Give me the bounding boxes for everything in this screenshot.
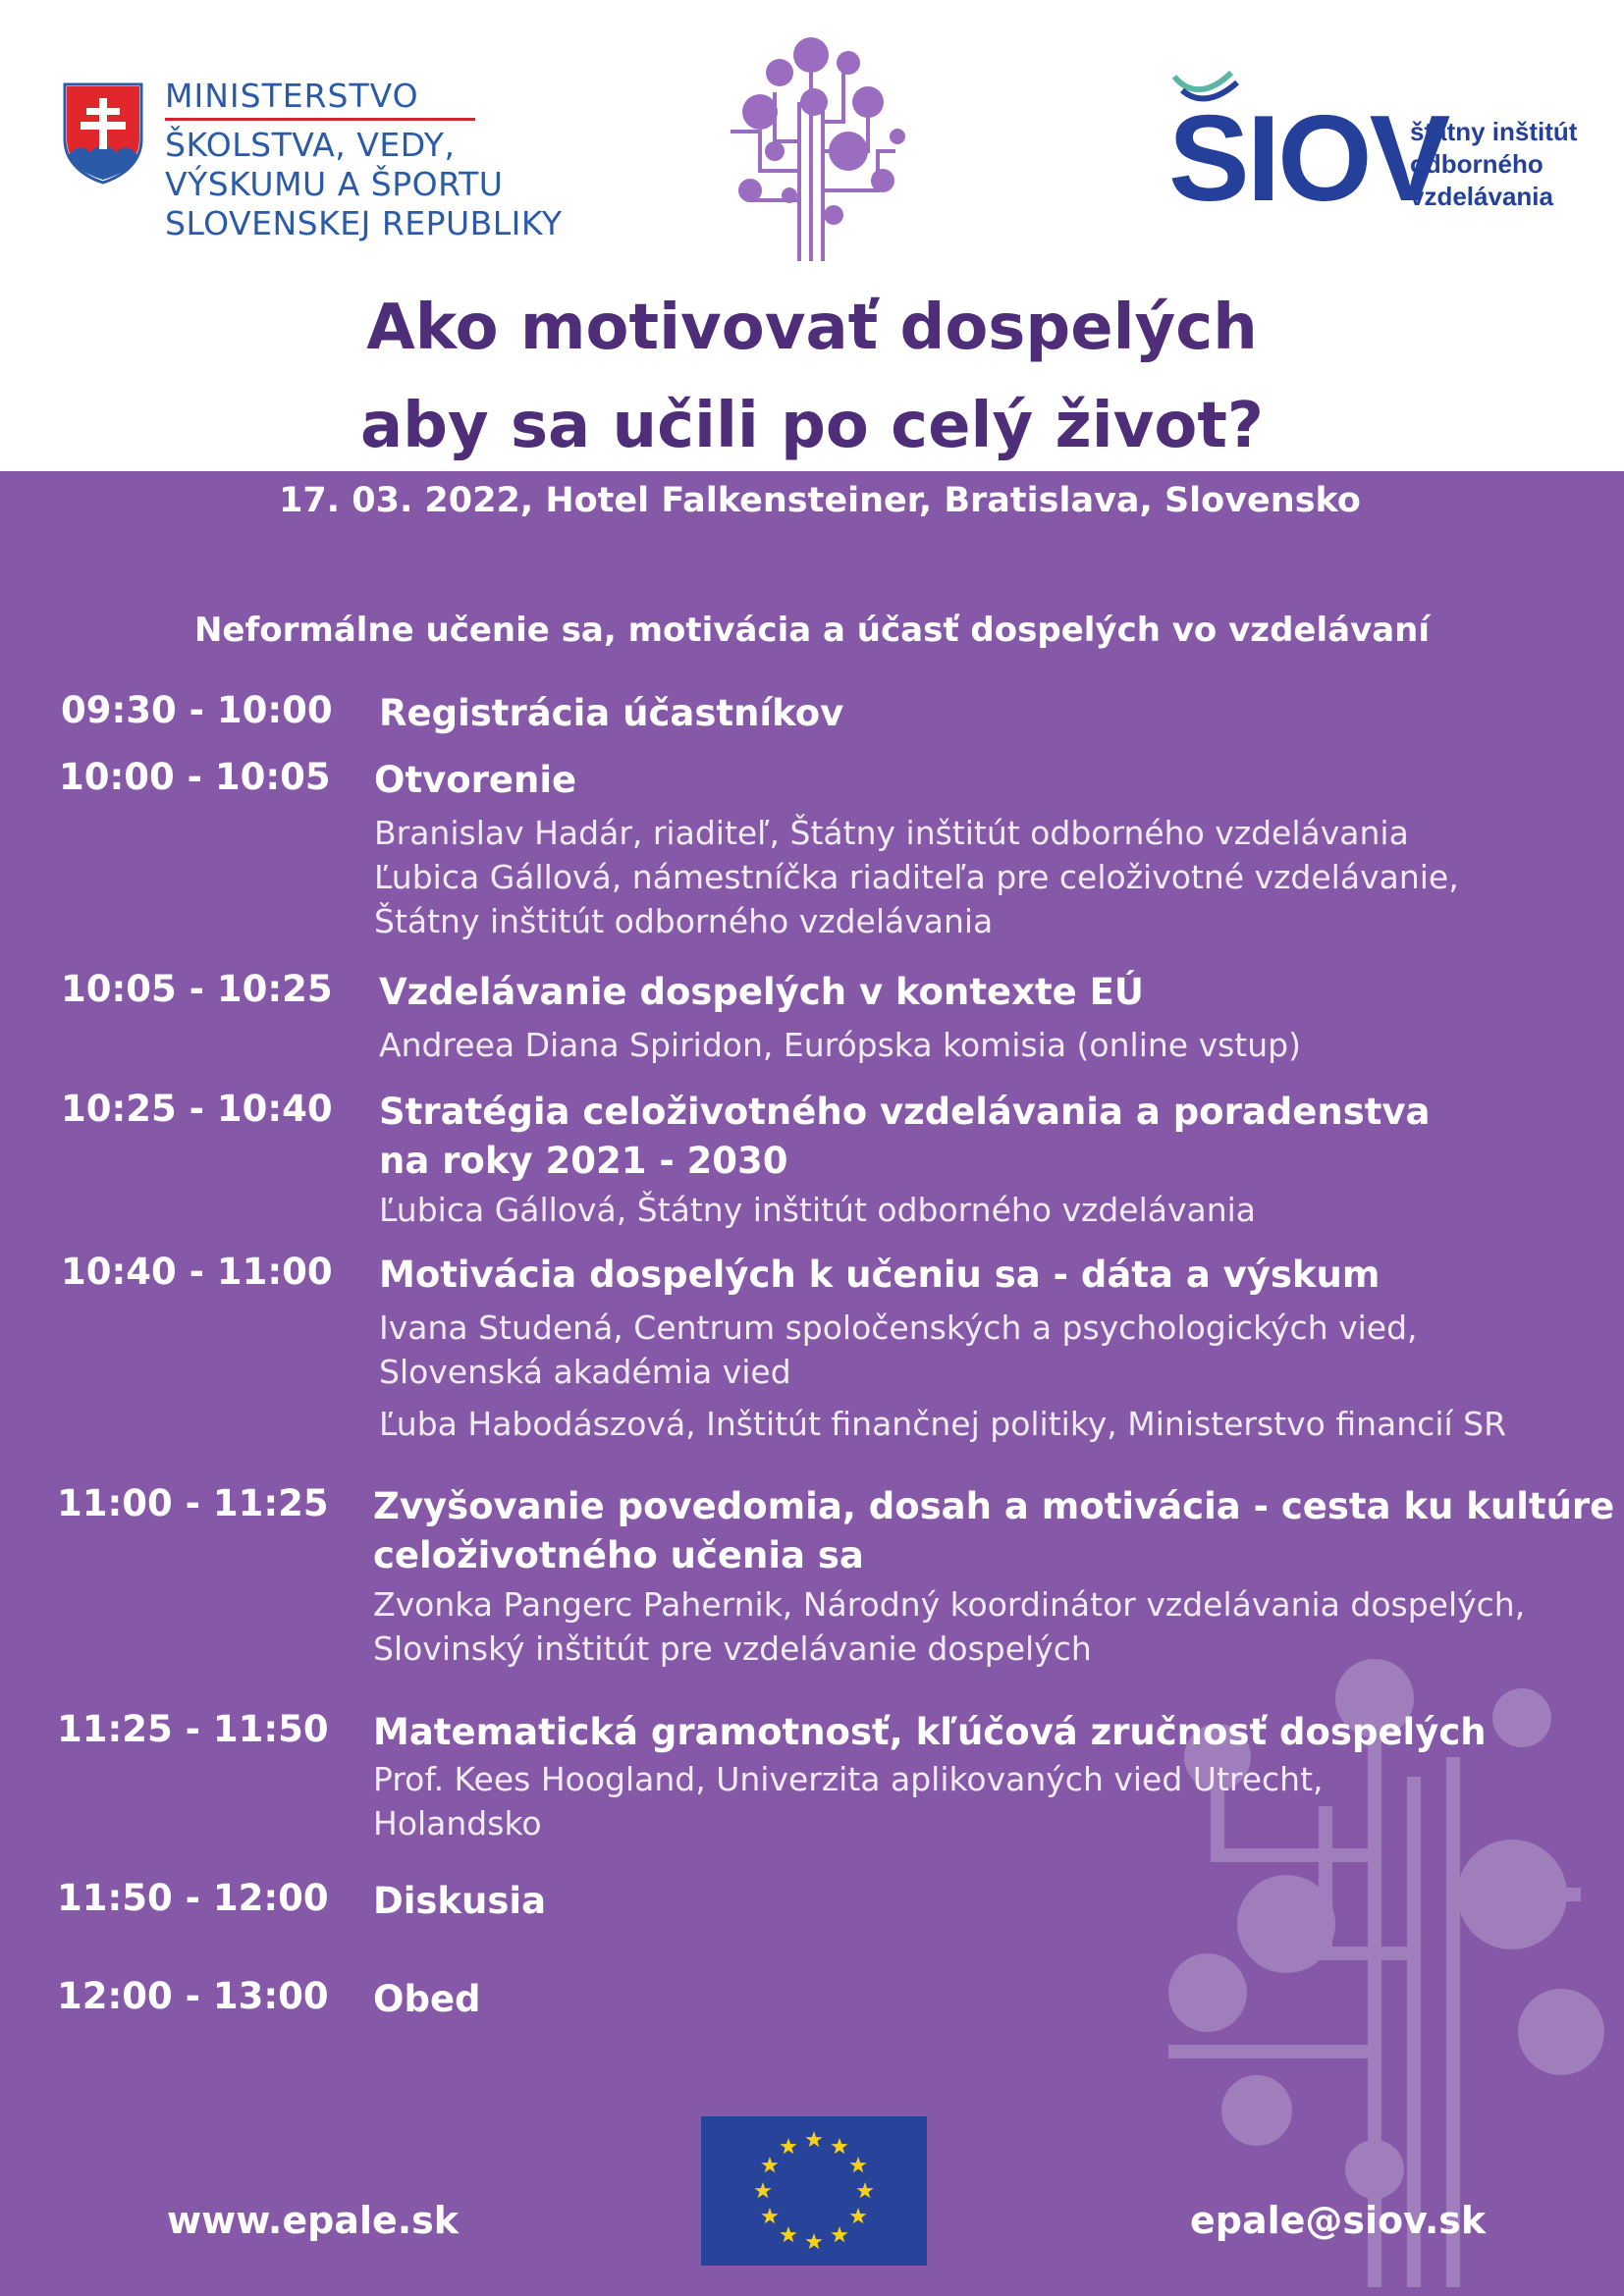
agenda-speaker: Zvonka Pangerc Pahernik, Národný koordinátor vzdelávania dospelých, <box>373 1585 1526 1624</box>
eu-flag-icon <box>701 2116 927 2266</box>
agenda-time: 11:50 - 12:00 <box>57 1877 329 1919</box>
footer-email-link[interactable]: epale@siov.sk <box>1190 2199 1487 2242</box>
agenda-speaker: Ľubica Gállová, námestníčka riaditeľa pre celoživotné vzdelávanie, <box>374 858 1459 896</box>
event-subtitle: Neformálne učenie sa, motivácia a účasť dospelých vo vzdelávaní <box>193 611 1431 650</box>
agenda-speaker: Branislav Hadár, riaditeľ, Štátny inštitút odborného vzdelávania <box>374 814 1409 852</box>
agenda-time: 10:40 - 11:00 <box>61 1251 333 1293</box>
agenda-time: 10:05 - 10:25 <box>61 968 333 1010</box>
agenda-speaker: Slovinský inštitút pre vzdelávanie dospelých <box>373 1629 1092 1668</box>
agenda-speaker: Andreea Diana Spiridon, Európska komisia (online vstup) <box>379 1026 1301 1064</box>
siov-subtitle <box>1410 116 1577 213</box>
slovak-coat-of-arms-icon <box>63 82 143 185</box>
agenda-time: 10:25 - 10:40 <box>61 1088 333 1130</box>
agenda-topic: Otvorenie <box>374 759 577 801</box>
title-line: Ako motivovať dospelých <box>366 292 1258 364</box>
agenda-time: 10:00 - 10:05 <box>59 756 331 798</box>
agenda-speaker: Ľuba Habodászová, Inštitút finančnej politiky, Ministerstvo financií SR <box>379 1405 1507 1443</box>
agenda-speaker: Holandsko <box>373 1804 542 1842</box>
agenda-topic: Stratégia celoživotného vzdelávania a poradenstva <box>379 1091 1431 1133</box>
page-title <box>0 279 1624 475</box>
agenda-topic: Matematická gramotnosť, kľúčová zručnosť dospelých <box>373 1711 1487 1753</box>
agenda-topic: Diskusia <box>373 1880 547 1922</box>
agenda-topic: Zvyšovanie povedomia, dosah a motivácia - cesta ku kultúre <box>373 1485 1615 1527</box>
agenda-speaker: Ľubica Gállová, Štátny inštitút odborného vzdelávania <box>379 1191 1257 1229</box>
agenda-topic: na roky 2021 - 2030 <box>379 1140 788 1182</box>
ministry-name-line1: MINISTERSTVO <box>165 77 419 115</box>
agenda-topic: Vzdelávanie dospelých v kontexte EÚ <box>379 971 1144 1013</box>
title-line: aby sa učili po celý život? <box>359 390 1265 462</box>
ministry-line: SLOVENSKEJ REPUBLIKY <box>165 204 563 242</box>
siov-subtitle-line: odborného <box>1410 149 1543 179</box>
footer-website-link[interactable]: www.epale.sk <box>167 2199 460 2242</box>
agenda-topic: celoživotného učenia sa <box>373 1534 864 1576</box>
tree-logo-icon <box>721 33 907 261</box>
agenda-time: 11:25 - 11:50 <box>57 1708 329 1750</box>
agenda-speaker: Štátny inštitút odborného vzdelávania <box>374 902 994 940</box>
agenda-speaker: Prof. Kees Hoogland, Univerzita aplikovaných vied Utrecht, <box>373 1760 1324 1798</box>
agenda-time: 12:00 - 13:00 <box>57 1975 329 2017</box>
agenda-topic: Registrácia účastníkov <box>379 692 844 734</box>
event-date-place: 17. 03. 2022, Hotel Falkensteiner, Bratislava, Slovensko <box>279 481 1361 520</box>
ministry-line: ŠKOLSTVA, VEDY, <box>165 126 456 164</box>
agenda-time: 09:30 - 10:00 <box>61 689 333 731</box>
agenda-time: 11:00 - 11:25 <box>57 1482 329 1524</box>
agenda-topic: Obed <box>373 1978 481 2020</box>
agenda-speaker: Ivana Studená, Centrum spoločenských a psychologických vied, <box>379 1308 1418 1347</box>
siov-subtitle-line: štátny inštitút <box>1410 117 1578 146</box>
siov-wordmark: SIOV <box>1168 91 1448 227</box>
ministry-line: VÝSKUMU A ŠPORTU <box>165 165 504 203</box>
agenda-speaker: Slovenská akadémia vied <box>379 1353 791 1391</box>
agenda-topic: Motivácia dospelých k učeniu sa - dáta a výskum <box>379 1254 1380 1296</box>
ministry-name-rest <box>165 126 563 243</box>
ministry-separator <box>165 118 475 121</box>
siov-subtitle-line: vzdelávania <box>1410 182 1553 211</box>
